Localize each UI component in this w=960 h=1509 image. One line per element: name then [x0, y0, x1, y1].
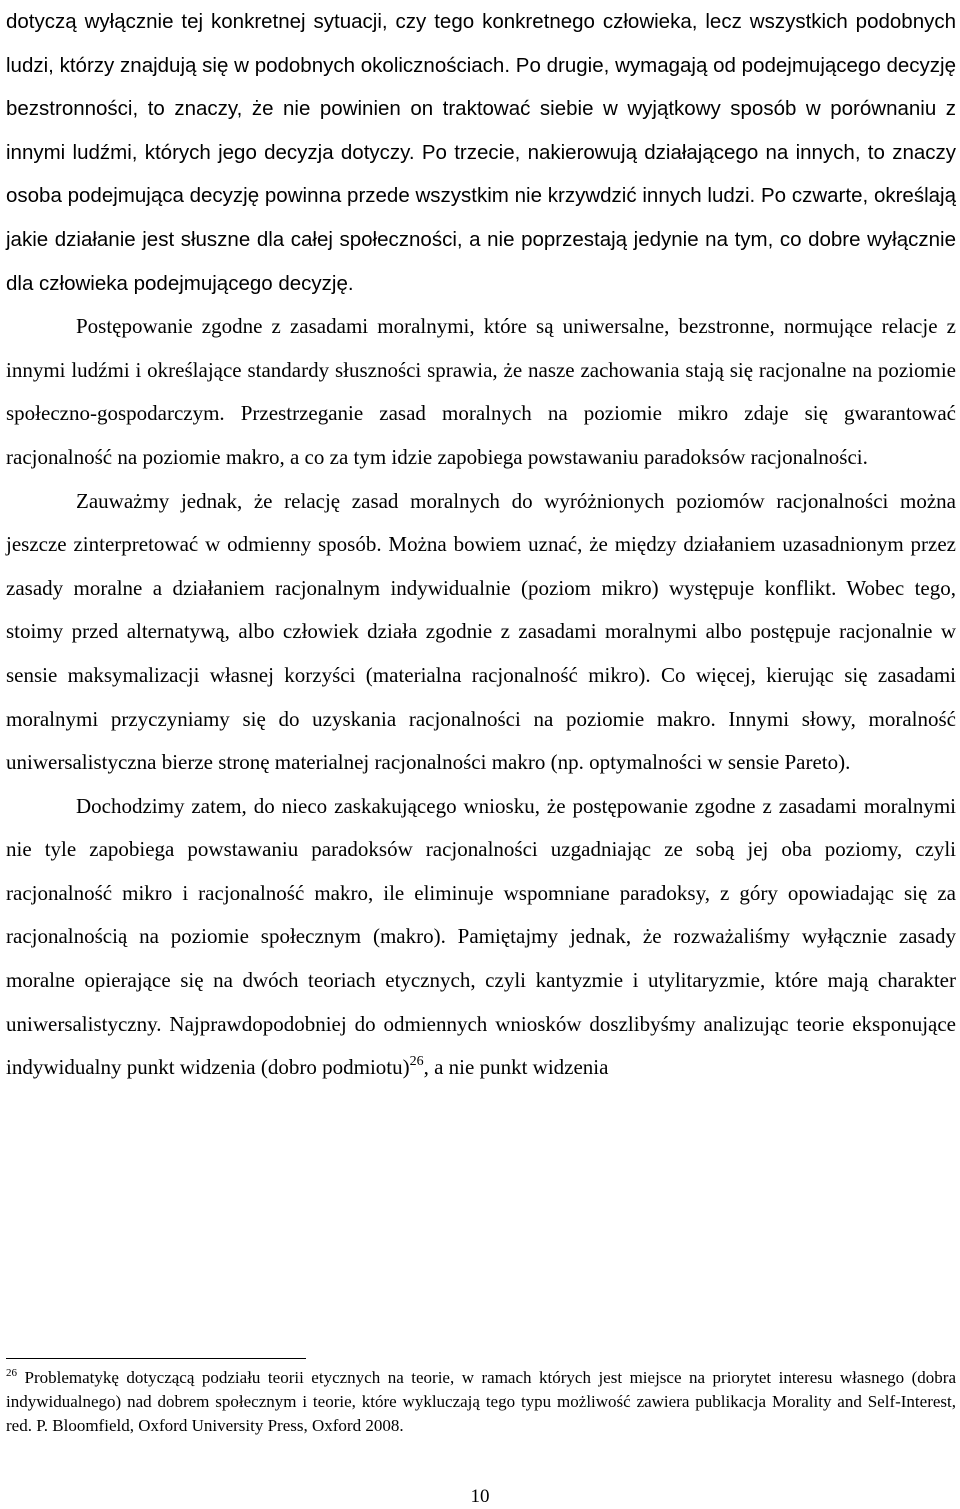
footnote [6, 1366, 956, 1437]
footnote-text: Problematykę dotyczącą podziału teorii etycznych na teorie, w ramach których jest miejsce na priorytet interesu własnego (dobra indywidualnego) nad dobrem społecznym i teorie, które wykluczają tego typu możliwość zawiera publikacja Morality and Self-Interest, red. P. Bloomfield, Oxford University Press, Oxford 2008. [6, 1368, 956, 1435]
footnote-separator [6, 1358, 306, 1359]
paragraph-conclusion-tail: , a nie punkt widzenia [423, 1055, 609, 1080]
paragraph-conclusion [6, 785, 956, 1090]
paragraph-conclusion-text: Dochodzimy zatem, do nieco zaskakującego wniosku, że postępowanie zgodne z zasadami moralnymi nie tyle zapobiega powstawaniu paradoksów racjonalności uzgadniając ze sobą jej oba poziomy, czyli racjonalność mikro i racjonalność makro, ile eliminuje wspomniane paradoksy, z góry opowiadając się za racjonalnością na poziomie społecznym (makro). Pamiętajmy jednak, że rozważaliśmy wyłącznie zasady moralne opierające się na dwóch teoriach etycznych, czyli kantyzmie i utylitaryzmie, które mają charakter uniwersalistyczny. Najprawdopodobniej do odmiennych wniosków doszlibyśmy analizując teorie eksponujące indywidualny punkt widzenia (dobro podmiotu) [6, 793, 956, 1080]
page-number: 10 [470, 1486, 490, 1507]
footnote-reference[interactable]: 26 [409, 1054, 424, 1070]
footnote-number: 26 [6, 1367, 17, 1379]
paragraph-conflict-interpretation: Zauważmy jednak, że relację zasad moralnych do wyróżnionych poziomów racjonalności można jeszcze zinterpretować w odmienny sposób. Można bowiem uznać, że między działaniem uzasadnionym przez zasady moralne a działaniem racjonalnym indywidualnie (poziom mikro) występuje konflikt. Wobec tego, stoimy przed alternatywą, albo człowiek działa zgodnie z zasadami moralnymi albo postępuje racjonalnie w sensie maksymalizacji własnej korzyści (materialna racjonalność mikro). Co więcej, kierując się zasadami moralnymi przyczyniamy się do uzyskania racjonalności na poziomie makro. Innymi słowy, moralność uniwersalistyczna bierze stronę materialnej racjonalności makro (np. optymalności w sensie Pareto). [6, 488, 956, 775]
page-body [6, 0, 956, 1090]
paragraph-continuation: dotyczą wyłącznie tej konkretnej sytuacji, czy tego konkretnego człowieka, lecz wszystkich podobnych ludzi, którzy znajdują się w podobnych okolicznościach. Po drugie, wymagają od podejmującego decyzję bezstronności, to znaczy, że nie powinien on traktować siebie w wyjątkowy sposób w porównaniu z innymi ludźmi, których jego decyzja dotyczy. Po trzecie, nakierowują działającego na innych, to znaczy osoba podejmująca decyzję powinna przede wszystkim nie krzywdzić innych ludzi. Po czwarte, określają jakie działanie jest słuszne dla całej społeczności, a nie poprzestają jedynie na tym, co dobre wyłącznie dla człowieka podejmującego decyzję. [6, 10, 956, 295]
paragraph-moral-rationality: Postępowanie zgodne z zasadami moralnymi, które są uniwersalne, bezstronne, normujące relacje z innymi ludźmi i określające standardy słuszności sprawia, że nasze zachowania stają się racjonalne na poziomie społeczno-gospodarczym. Przestrzeganie zasad moralnych na poziomie mikro zdaje się gwarantować racjonalność na poziomie makro, a co za tym idzie zapobiega powstawaniu paradoksów racjonalności. [6, 314, 956, 469]
